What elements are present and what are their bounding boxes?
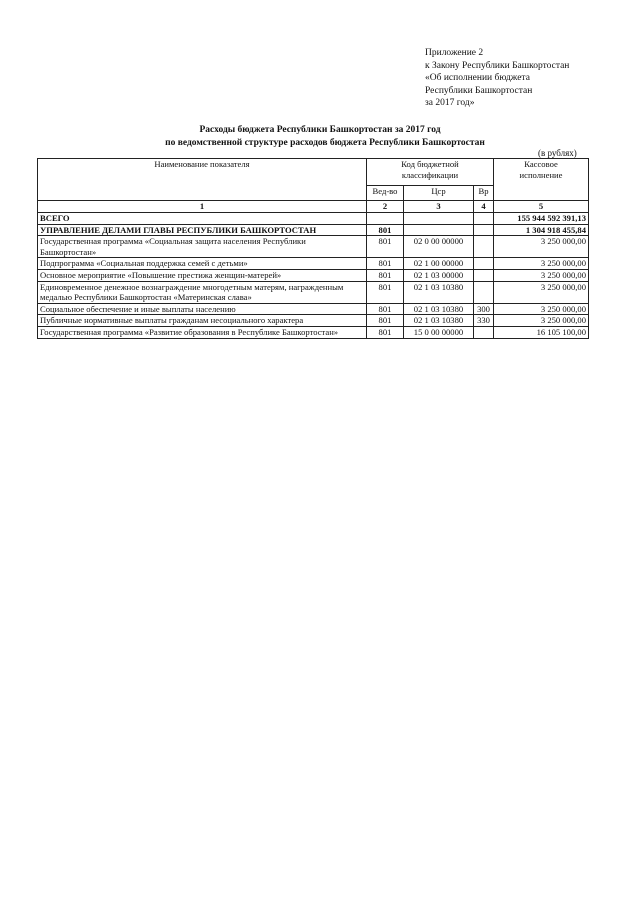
row-name: Публичные нормативные выплаты гражданам несоциального характера [38,315,367,327]
appendix-line: к Закону Республики Башкортостан [425,60,570,71]
column-number: 1 [38,201,367,213]
appendix-line: Республики Башкортостан [425,85,533,96]
row-ved [367,213,404,225]
row-ved: 801 [367,315,404,327]
row-name: УПРАВЛЕНИЕ ДЕЛАМИ ГЛАВЫ РЕСПУБЛИКИ БАШКОРТОСТАН [38,224,367,236]
table-row [38,258,589,270]
column-numbering-row [38,201,589,213]
row-amount: 3 250 000,00 [494,281,589,303]
row-name: Государственная программа «Развитие образования в Республике Башкортостан» [38,326,367,338]
row-vr [474,326,494,338]
row-vr [474,258,494,270]
header-execution: Кассовое исполнение [494,159,589,201]
row-csr: 02 1 03 10380 [404,281,474,303]
row-ved: 801 [367,303,404,315]
appendix-line: за 2017 год» [425,98,475,109]
table-row [38,315,589,327]
row-vr [474,269,494,281]
header-name: Наименование показателя [38,159,367,201]
row-ved: 801 [367,269,404,281]
row-vr: 300 [474,303,494,315]
column-number: 2 [367,201,404,213]
row-amount: 1 304 918 455,84 [494,224,589,236]
row-amount: 3 250 000,00 [494,258,589,270]
row-csr: 02 1 00 00000 [404,258,474,270]
row-name: ВСЕГО [38,213,367,225]
header-code-group: Код бюджетной классификации [367,159,494,186]
table-row [38,224,589,236]
row-vr [474,213,494,225]
header-ved: Вед-во [367,186,404,201]
row-csr: 02 0 00 00000 [404,236,474,258]
row-amount: 3 250 000,00 [494,315,589,327]
appendix-line: Приложение 2 [425,48,484,58]
row-csr [404,213,474,225]
row-csr [404,224,474,236]
row-vr [474,281,494,303]
row-name: Основное мероприятие «Повышение престижа женщин-матерей» [38,269,367,281]
row-vr: 330 [474,315,494,327]
table-row [38,236,589,258]
row-csr: 02 1 03 10380 [404,315,474,327]
unit-label: (в рублях) [538,148,577,158]
table-row [38,326,589,338]
row-vr [474,236,494,258]
row-csr: 02 1 03 10380 [404,303,474,315]
row-name: Подпрограмма «Социальная поддержка семей с детьми» [38,258,367,270]
title-line-2: по ведомственной структуре расходов бюджета Республики Башкортостан [165,137,485,148]
column-number: 4 [474,201,494,213]
row-name: Социальное обеспечение и иные выплаты населению [38,303,367,315]
row-csr: 15 0 00 00000 [404,326,474,338]
appendix-block [425,47,625,110]
column-number: 3 [404,201,474,213]
header-vr: Вр [474,186,494,201]
row-ved: 801 [367,281,404,303]
row-vr [474,224,494,236]
row-amount: 3 250 000,00 [494,236,589,258]
table-row [38,213,589,225]
row-name: Единовременное денежное вознаграждение многодетным матерям, награжденным медалью Республики Башкортостан «Материнская слава» [38,281,367,303]
row-amount: 3 250 000,00 [494,269,589,281]
table-row [38,303,589,315]
title-line-1: Расходы бюджета Республики Башкортостан за 2017 год [199,125,441,135]
appendix-line: «Об исполнении бюджета [425,73,530,84]
row-amount: 16 105 100,00 [494,326,589,338]
row-name: Государственная программа «Социальная защита населения Республики Башкортостан» [38,236,367,258]
budget-table [37,158,589,339]
header-csr: Цср [404,186,474,201]
row-amount: 155 944 592 391,13 [494,213,589,225]
table-row [38,269,589,281]
row-csr: 02 1 03 00000 [404,269,474,281]
column-number: 5 [494,201,589,213]
row-amount: 3 250 000,00 [494,303,589,315]
row-ved: 801 [367,326,404,338]
row-ved: 801 [367,224,404,236]
table-row [38,281,589,303]
document-title [0,124,640,149]
row-ved: 801 [367,236,404,258]
row-ved: 801 [367,258,404,270]
